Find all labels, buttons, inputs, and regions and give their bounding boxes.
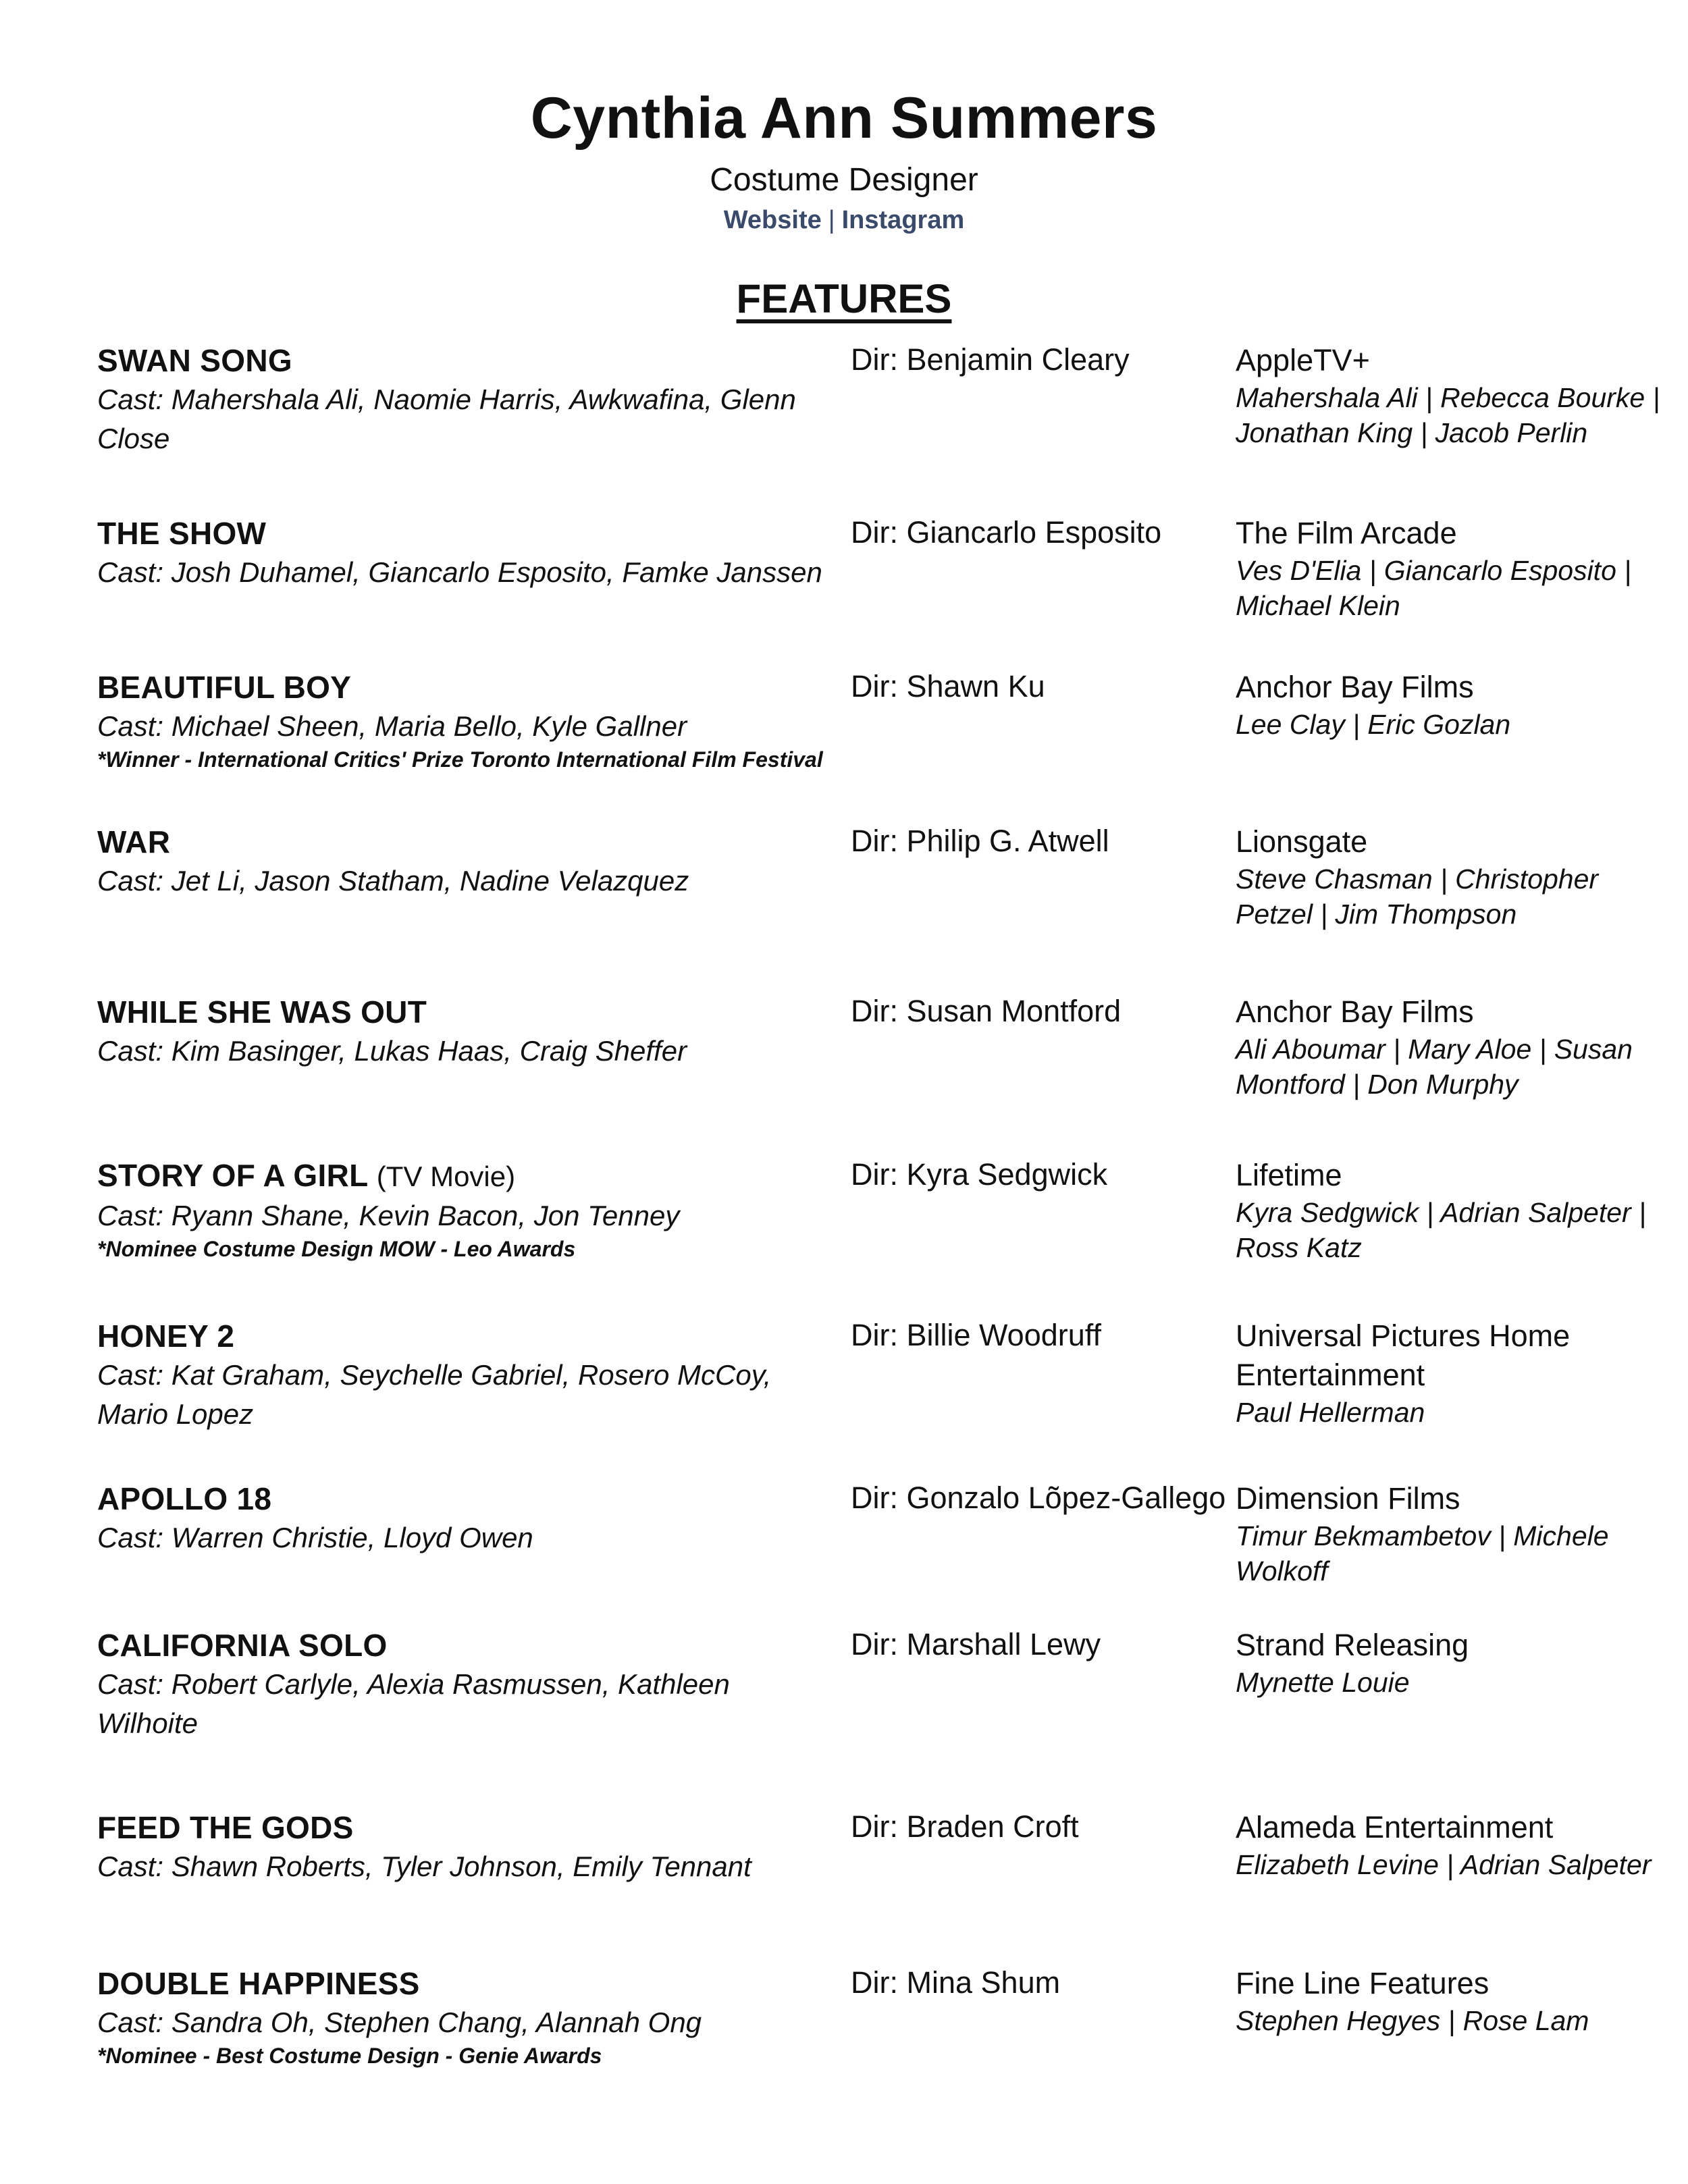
designer-name: Cynthia Ann Summers: [530, 86, 1158, 151]
producers: Stephen Hegyes | Rose Lam: [1236, 2005, 1589, 2036]
film-cast: Cast: Warren Christie, Lloyd Owen: [97, 1522, 533, 1553]
film-director: Dir: Gonzalo Lõpez-Gallego: [851, 1481, 1226, 1515]
contact-links: [0, 203, 1688, 238]
designer-role: Costume Designer: [710, 162, 978, 198]
section-title-features: FEATURES: [736, 276, 952, 321]
production-company: Strand Releasing: [1236, 1628, 1469, 1662]
film-title: THE SHOW: [97, 516, 267, 551]
production-company: Lifetime: [1236, 1158, 1342, 1192]
film-director: Dir: Braden Croft: [851, 1809, 1079, 1844]
producers: Elizabeth Levine | Adrian Salpeter: [1236, 1849, 1652, 1880]
producers: Lee Clay | Eric Gozlan: [1236, 709, 1511, 740]
producers: Kyra Sedgwick | Adrian Salpeter | Ross Katz: [1236, 1197, 1646, 1263]
producers: Paul Hellerman: [1236, 1397, 1425, 1428]
film-title: DOUBLE HAPPINESS: [97, 1966, 420, 2001]
film-title: WHILE SHE WAS OUT: [97, 994, 427, 1030]
film-cast: Cast: Michael Sheen, Maria Bello, Kyle Gallner: [97, 710, 687, 742]
website-link[interactable]: Website: [723, 206, 822, 234]
production-company: Lionsgate: [1236, 824, 1368, 859]
film-title: WAR: [97, 824, 171, 859]
film-title: STORY OF A GIRL (TV Movie): [97, 1158, 516, 1193]
film-title: HONEY 2: [97, 1319, 235, 1354]
film-cast: Cast: Robert Carlyle, Alexia Rasmussen, Kathleen Wilhoite: [97, 1668, 730, 1739]
film-cast: Cast: Kat Graham, Seychelle Gabriel, Rosero McCoy, Mario Lopez: [97, 1359, 772, 1430]
film-director: Dir: Susan Montford: [851, 994, 1122, 1028]
production-company: Alameda Entertainment: [1236, 1810, 1554, 1844]
film-format-tag: (TV Movie): [376, 1161, 516, 1192]
producers: Ves D'Elia | Giancarlo Esposito | Michael Klein: [1236, 555, 1631, 621]
production-company: The Film Arcade: [1236, 516, 1457, 550]
film-director: Dir: Kyra Sedgwick: [851, 1157, 1108, 1192]
link-separator: |: [828, 206, 835, 234]
film-title: FEED THE GODS: [97, 1810, 354, 1845]
film-director: Dir: Giancarlo Esposito: [851, 515, 1162, 550]
production-company: AppleTV+: [1236, 343, 1370, 377]
film-cast: Cast: Josh Duhamel, Giancarlo Esposito, Famke Janssen: [97, 556, 822, 588]
film-director: Dir: Billie Woodruff: [851, 1318, 1101, 1352]
award-note: *Nominee Costume Design MOW - Leo Awards: [97, 1237, 576, 1261]
film-title: SWAN SONG: [97, 343, 292, 378]
film-director: Dir: Philip G. Atwell: [851, 824, 1109, 858]
film-title: BEAUTIFUL BOY: [97, 670, 352, 705]
film-director: Dir: Mina Shum: [851, 1965, 1061, 2000]
film-director: Dir: Marshall Lewy: [851, 1627, 1101, 1661]
film-cast: Cast: Sandra Oh, Stephen Chang, Alannah Ong: [97, 2006, 702, 2038]
producers: Ali Aboumar | Mary Aloe | Susan Montford | Don Murphy: [1236, 1034, 1633, 1100]
production-company: Universal Pictures Home Entertainment: [1236, 1319, 1571, 1392]
producers: Steve Chasman | Christopher Petzel | Jim Thompson: [1236, 863, 1599, 930]
film-cast: Cast: Shawn Roberts, Tyler Johnson, Emily Tennant: [97, 1850, 751, 1882]
film-title: APOLLO 18: [97, 1481, 272, 1516]
producers: Timur Bekmambetov | Michele Wolkoff: [1236, 1520, 1609, 1587]
film-director: Dir: Shawn Ku: [851, 669, 1045, 703]
instagram-link[interactable]: Instagram: [841, 206, 965, 234]
producers: Mahershala Ali | Rebecca Bourke | Jonathan King | Jacob Perlin: [1236, 382, 1660, 448]
producers: Mynette Louie: [1236, 1667, 1410, 1698]
production-company: Dimension Films: [1236, 1481, 1460, 1516]
resume-header: [0, 81, 1688, 238]
film-cast: Cast: Jet Li, Jason Statham, Nadine Velazquez: [97, 865, 689, 897]
film-director: Dir: Benjamin Cleary: [851, 342, 1130, 377]
award-note: *Winner - International Critics' Prize Toronto International Film Festival: [97, 747, 823, 772]
production-company: Fine Line Features: [1236, 1966, 1489, 2000]
film-cast: Cast: Mahershala Ali, Naomie Harris, Awkwafina, Glenn Close: [97, 383, 796, 454]
film-title: CALIFORNIA SOLO: [97, 1628, 388, 1663]
film-cast: Cast: Ryann Shane, Kevin Bacon, Jon Tenney: [97, 1200, 680, 1231]
film-cast: Cast: Kim Basinger, Lukas Haas, Craig Sheffer: [97, 1035, 687, 1067]
production-company: Anchor Bay Films: [1236, 994, 1474, 1029]
award-note: *Nominee - Best Costume Design - Genie Awards: [97, 2044, 602, 2068]
production-company: Anchor Bay Films: [1236, 670, 1474, 704]
